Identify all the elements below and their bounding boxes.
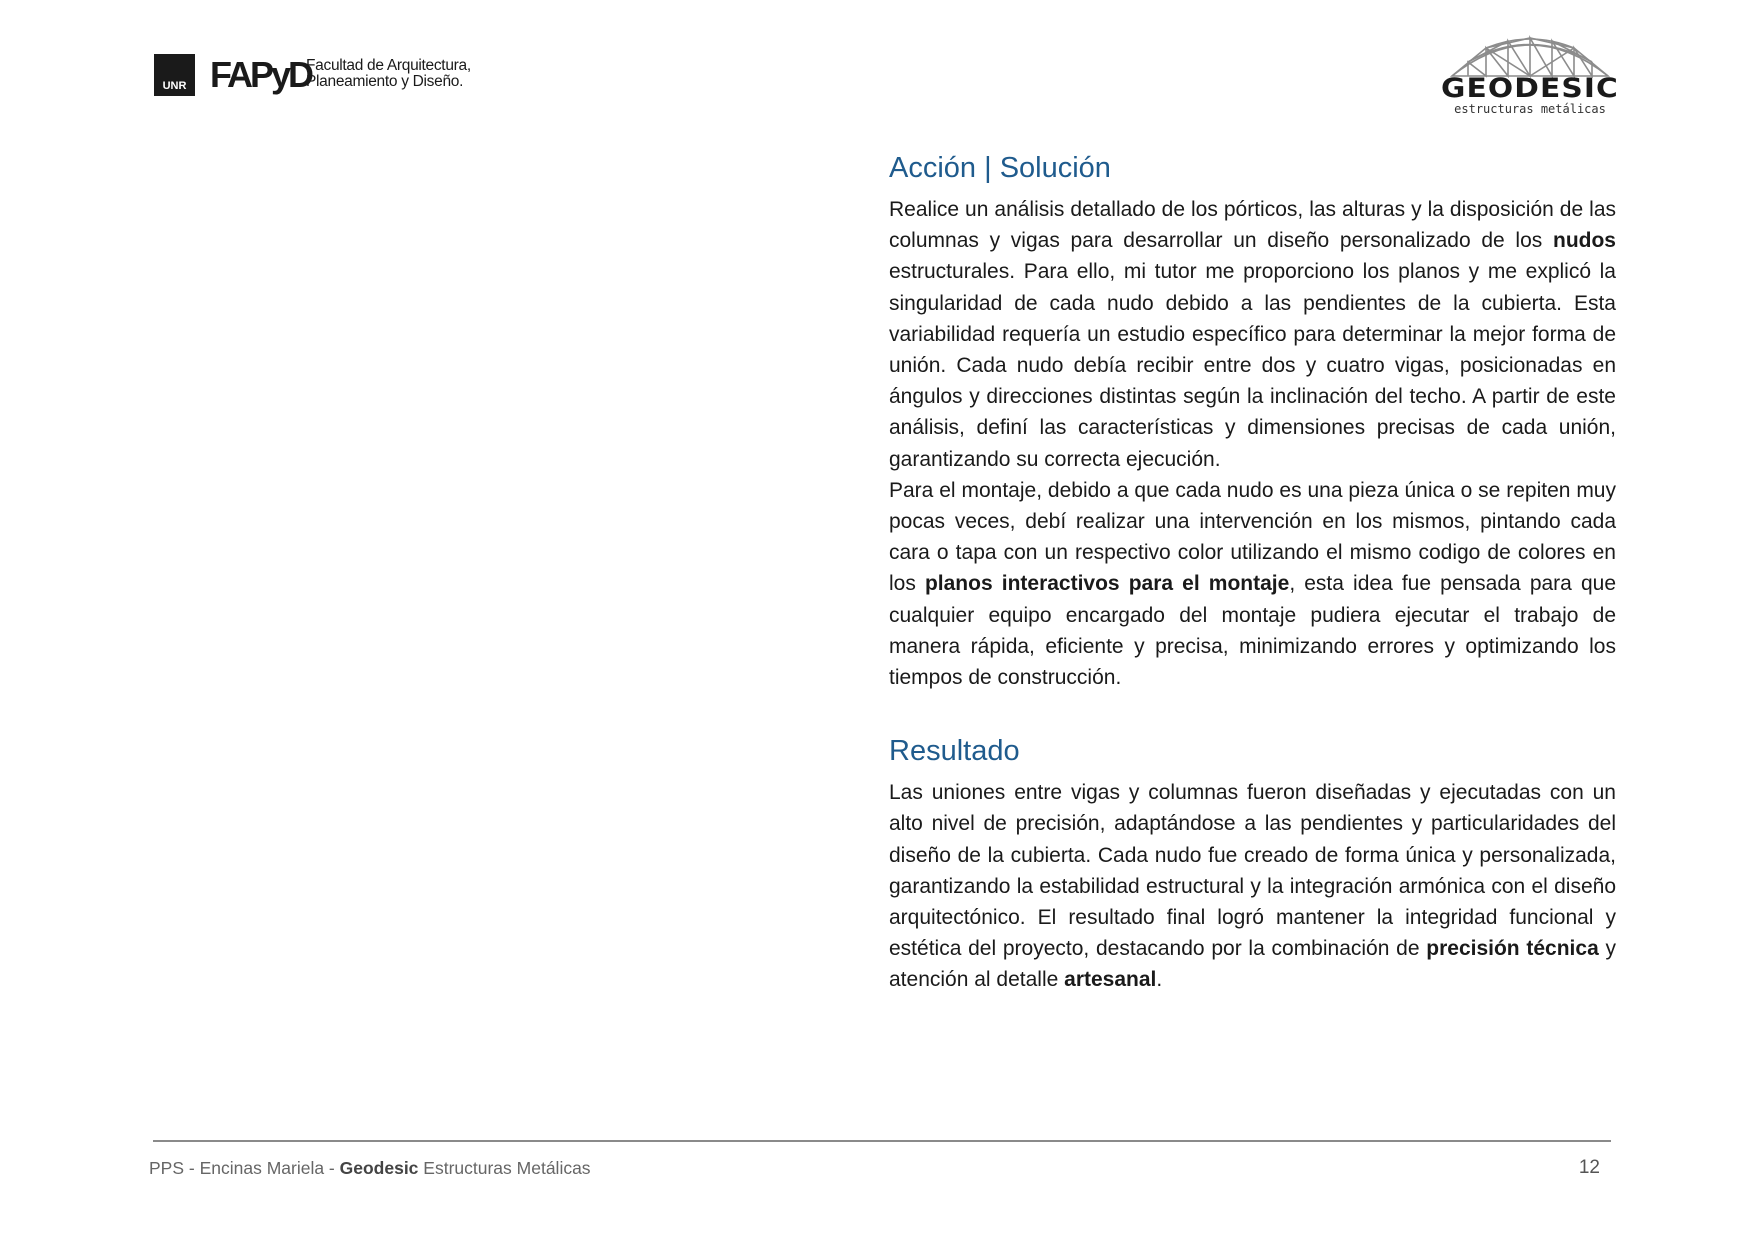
geodesic-logo bbox=[1440, 32, 1620, 122]
bold-text: planos interactivos para el montaje bbox=[924, 572, 1290, 596]
paragraph bbox=[889, 475, 1616, 693]
bold-text: nudos bbox=[1553, 229, 1616, 253]
geodesic-logo-tagline: estructuras metálicas bbox=[1454, 102, 1606, 116]
unr-logo-text: UNR bbox=[162, 80, 187, 92]
text: , esta idea fue pensada para que cualquier equipo encargado del montaje pudiera ejecutar el trabajo de manera rápida, eficiente y precisa, minimizando errores y optimizando los tiempos de construcción. bbox=[889, 572, 1616, 690]
geodesic-dome-icon bbox=[1450, 32, 1610, 78]
faculty-line-1: Facultad de Arquitectura, bbox=[306, 57, 471, 74]
footer-prefix: PPS - Encinas Mariela - bbox=[149, 1158, 340, 1178]
text: Las uniones entre vigas y columnas fueron diseñadas y ejecutadas con un alto nivel de precisión, adaptándose a las pendientes y particularidades del diseño de la cubierta. Cada nudo fue creado de forma única y personalizada, garantizando la estabilidad estructural y la integración armónica con el diseño arquitectónico. El resultado final logró mantener la integridad funcional y estética del proyecto, destacando por la combinación de bbox=[889, 781, 1616, 961]
text: y atención al detalle bbox=[889, 937, 1616, 992]
text: Realice un análisis detallado de los pórticos, las alturas y la disposición de las columnas y vigas para desarrollar un diseño personalizado de los bbox=[889, 198, 1616, 253]
bold-text: precisión técnica bbox=[1426, 937, 1599, 961]
footer-company: Geodesic bbox=[339, 1158, 419, 1178]
section-heading-accion-solucion: Acción | Solución bbox=[889, 152, 1111, 184]
footer-text bbox=[149, 1158, 591, 1179]
faculty-line-2: Planeamiento y Diseño. bbox=[306, 73, 464, 90]
section-heading-resultado: Resultado bbox=[889, 735, 1020, 768]
page-number: 12 bbox=[1578, 1157, 1600, 1178]
footer-divider bbox=[153, 1140, 1611, 1142]
bold-text: artesanal bbox=[1064, 968, 1157, 992]
footer-suffix: Estructuras Metálicas bbox=[418, 1158, 591, 1178]
paragraph bbox=[889, 777, 1616, 995]
paragraph bbox=[889, 194, 1616, 475]
text: . bbox=[1156, 968, 1163, 992]
fapyd-logo: FAPyD bbox=[210, 54, 312, 95]
geodesic-logo-name: GEODESIC bbox=[1441, 73, 1619, 104]
content-column bbox=[889, 150, 1616, 996]
text: estructurales. Para ello, mi tutor me proporciono los planos y me explicó la singularidad de cada nudo debido a las pendientes de la cubierta. Esta variabilidad requería un estudio específico para determinar la mejor forma de unión. Cada nudo debía recibir entre dos y cuatro vigas, posicionadas en ángulos y direcciones distintas según la inclinación del techo. A partir de este análisis, definí las características y dimensiones precisas de cada unión, garantizando su correcta ejecución. bbox=[889, 260, 1616, 471]
faculty-name bbox=[306, 58, 471, 90]
text: Para el montaje, debido a que cada nudo es una pieza única o se repiten muy pocas veces, debí realizar una intervención en los mismos, pintando cada cara o tapa con un respectivo color utilizando el mismo codigo de colores en los bbox=[889, 478, 1616, 596]
unr-logo bbox=[154, 54, 195, 96]
